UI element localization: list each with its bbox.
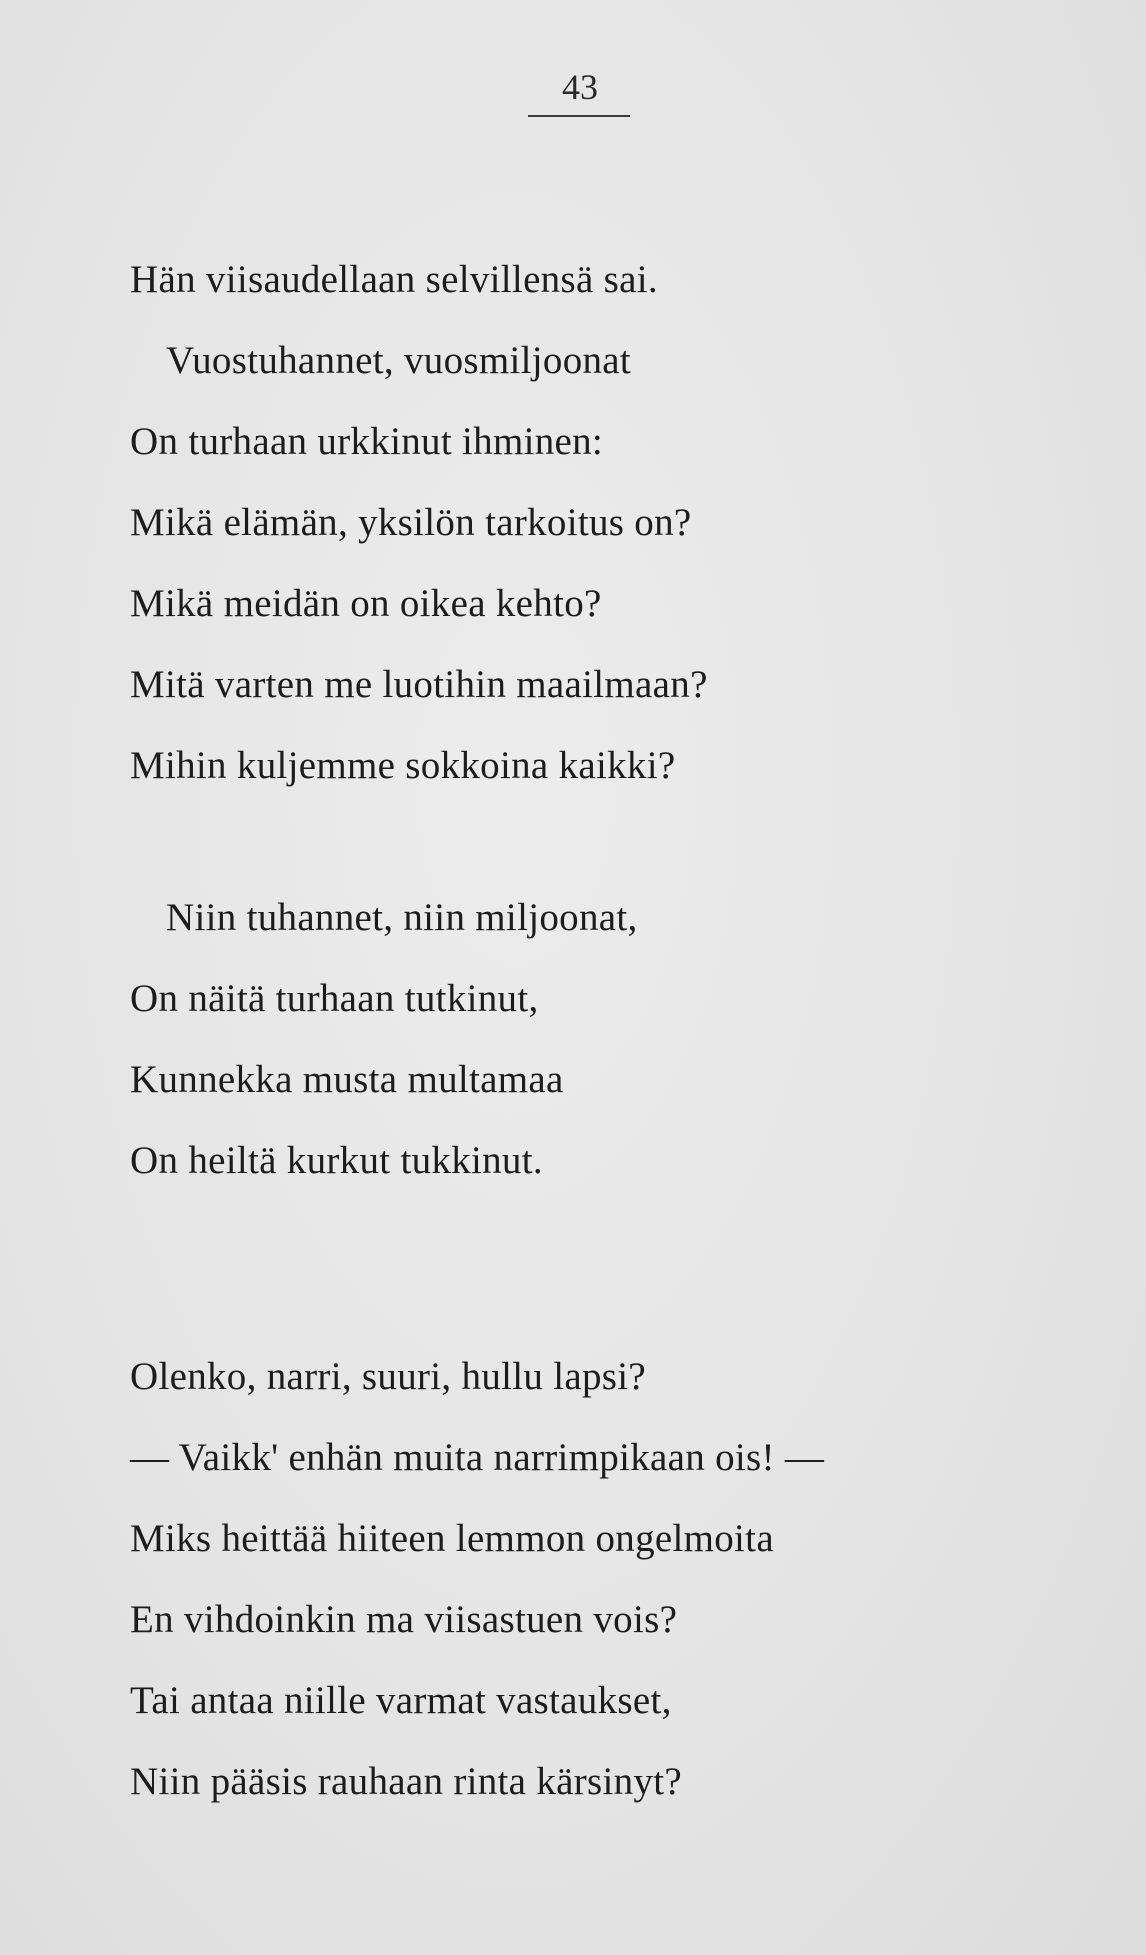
stanza-gap xyxy=(130,817,1030,888)
poem-line: On heiltä kurkut tukkinut. xyxy=(130,1139,543,1182)
stanza xyxy=(130,250,1030,331)
poem-line: En vihdoinkin ma viisastuen vois? xyxy=(130,1598,678,1641)
poem-line: Miks heittää hiiteen lemmon ongelmoita xyxy=(130,1517,774,1560)
poem xyxy=(130,250,1030,1833)
poem-line: On näitä turhaan tutkinut, xyxy=(130,977,539,1020)
stanza xyxy=(130,331,1030,817)
poem-line: Niin tuhannet, niin miljoonat, xyxy=(166,896,638,939)
stanza xyxy=(130,1347,1030,1833)
poem-line: — Vaikk' enhän muita narrimpikaan ois! — xyxy=(130,1436,825,1479)
poem-line: On turhaan urkkinut ihminen: xyxy=(130,420,604,463)
poem-line: Mihin kuljemme sokkoina kaikki? xyxy=(130,744,676,787)
poem-line: Kunnekka musta multamaa xyxy=(130,1058,564,1101)
stanza-gap xyxy=(130,1212,1030,1347)
poem-line: Hän viisaudellaan selvillensä sai. xyxy=(130,258,658,301)
poem-line: Mitä varten me luotihin maailmaan? xyxy=(130,663,708,706)
poem-line: Niin pääsis rauhaan rinta kärsinyt? xyxy=(130,1760,682,1803)
poem-line: Vuostuhannet, vuosmiljoonat xyxy=(166,339,632,382)
stanza xyxy=(130,888,1030,1212)
page-number-rule xyxy=(528,115,630,117)
poem-line: Olenko, narri, suuri, hullu lapsi? xyxy=(130,1355,647,1398)
page-number: 43 xyxy=(562,67,598,107)
poem-line: Mikä meidän on oikea kehto? xyxy=(130,582,602,625)
poem-line: Tai antaa niille varmat vastaukset, xyxy=(130,1679,672,1722)
poem-line: Mikä elämän, yksilön tarkoitus on? xyxy=(130,501,692,544)
